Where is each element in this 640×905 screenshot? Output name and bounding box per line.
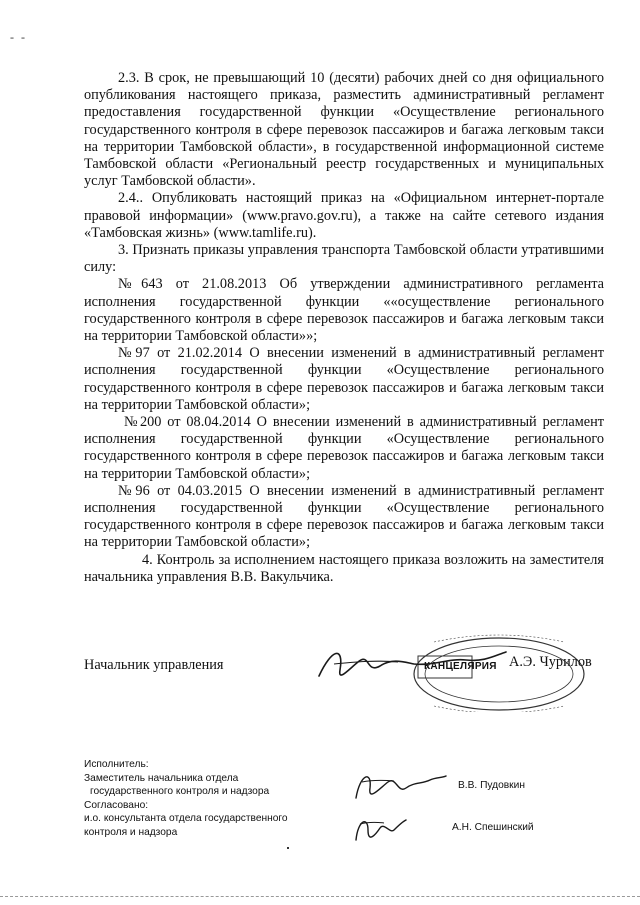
agreed-name: А.Н. Спешинский xyxy=(452,822,534,833)
order-96: №96 от 04.03.2015 О внесении изменений в административный регламент исполнения государственной функции «Осуществление регионального государственного контроля в сфере перевозок пассажиров и багажа легковым такси на территории Тамбовской области»; xyxy=(84,482,604,551)
executor-label: Исполнитель: xyxy=(84,759,149,770)
chief-title: Начальник управления xyxy=(84,657,224,673)
order-200: №200 от 08.04.2014 О внесении изменений в административный регламент исполнения государственной функции «Осуществление регионального государственного контроля в сфере перевозок пассажиров и багажа легковым такси на территории Тамбовской области»; xyxy=(84,414,604,482)
executor-name: В.В. Пудовкин xyxy=(458,780,525,791)
paragraph-2-4: 2.4.. Опубликовать настоящий приказ на «Официальном интернет-портале правовой информации» (www.pravo.gov.ru), а также на сайте сетевого издания «Тамбовская жизнь» (www.tamlife.ru). xyxy=(84,190,604,241)
agreed-department: контроля и надзора xyxy=(84,826,178,838)
agreed-signature-icon xyxy=(350,812,410,848)
executor-department: государственного контроля и надзора xyxy=(90,786,270,797)
executor-signature-icon xyxy=(350,768,450,804)
agreed-position: и.о. консультанта отдела государственного xyxy=(84,813,288,824)
corner-mark: - - xyxy=(10,30,27,44)
chief-name: А.Э. Чурилов xyxy=(509,654,592,670)
chief-signature-icon xyxy=(314,640,514,685)
executor-block xyxy=(84,758,384,839)
signature-block xyxy=(84,640,614,720)
stamp-label: КАНЦЕЛЯРИЯ xyxy=(424,661,497,672)
executor-position: Заместитель начальника отдела xyxy=(84,772,239,784)
order-643: №643 от 21.08.2013 Об утверждении административного регламента исполнения государственной функции ««осуществление регионального государственного контроля в сфере перевозок пассажиров и багажа легковым такси на территории Тамбовской области»»; xyxy=(84,276,604,345)
paragraph-2-3: 2.3. В срок, не превышающий 10 (десяти) рабочих дней со дня официального опубликования настоящего приказа, разместить административный регламент предоставления государственной функции «Осуществление регионального государственного контроля в сфере перевозок пассажиров и багажа легковым такси на территории Тамбовской области», в государственной информационной системе Тамбовской области «Региональный реестр государственных и муниципальных услуг Тамбовской области». xyxy=(84,70,604,190)
document-body xyxy=(84,70,604,586)
order-97: №97 от 21.02.2014 О внесении изменений в административный регламент исполнения государственной функции «Осуществление регионального государственного контроля в сфере перевозок пассажиров и багажа легковым такси на территории Тамбовской области»; xyxy=(84,345,604,413)
agreed-label: Согласовано: xyxy=(84,799,149,811)
scan-dot xyxy=(287,847,289,849)
paragraph-3: 3. Признать приказы управления транспорта Тамбовской области утратившими силу: xyxy=(84,242,604,276)
page-bottom-edge xyxy=(0,896,640,897)
paragraph-4: 4. Контроль за исполнением настоящего приказа возложить на заместителя начальника управления В.В. Вакульчика. xyxy=(84,551,604,585)
